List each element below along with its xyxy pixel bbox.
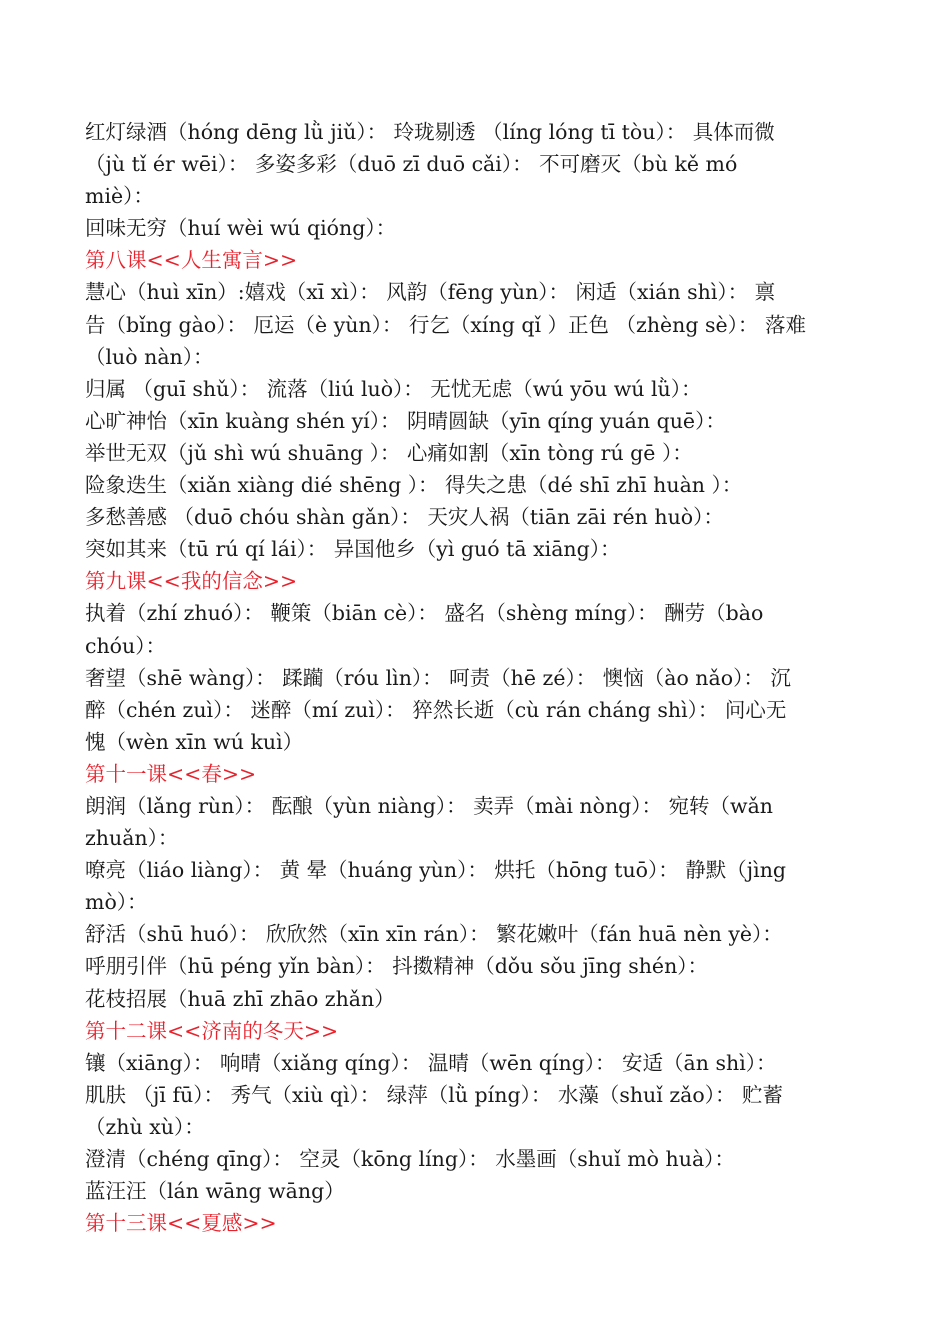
document-page [85,116,875,1239]
text-line: 肌肤 （jī fū）： 秀气（xiù qì）： 绿萍（lǜ píng）： 水藻（shuǐ zǎo）： 贮蓄 [85,1082,783,1107]
text-line: 举世无双（jǔ shì wú shuāng ）： 心痛如割（xīn tòng rú gē ）： [85,440,693,465]
text-line: 心旷神怡（xīn kuàng shén yí）： 阴晴圆缺（yīn qíng yuán quē）： [85,408,726,433]
text-line: 呼朋引伴（hū péng yǐn bàn）： 抖擞精神（dǒu sǒu jīng shén）： [85,954,709,979]
text-line: 突如其来（tū rú qí lái）： 异国他乡（yì guó tā xiāng）： [85,537,621,562]
lesson-heading: 第十一课<<春>> [85,761,257,786]
text-line: 花枝招展（huā zhī zhāo zhǎn） [85,986,395,1011]
text-line: 险象迭生（xiǎn xiàng dié shēng ）： 得失之患（dé shī zhī huàn ）： [85,473,743,498]
text-line: 慧心（huì xīn）:嬉戏（xī xì）： 风韵（fēng yùn）： 闲适（xián shì）： 禀 [85,280,776,305]
text-line: 告（bǐng gào）： 厄运（è yùn）： 行乞（xíng qǐ ）正色 （zhèng sè）： 落难 [85,312,806,337]
lesson-heading: 第十二课<<济南的冬天>> [85,1018,339,1043]
lesson-heading: 第八课<<人生寓言>> [85,248,298,273]
text-line: 舒活（shū huó）： 欣欣然（xīn xīn rán）： 繁花嫩叶（fán huā nèn yè）： [85,922,783,947]
text-line: chóu）： [85,633,166,658]
text-line: 澄清（chéng qīng）： 空灵（kōng líng）： 水墨画（shuǐ mò huà）： [85,1147,735,1171]
text-line: mò）： [85,890,148,915]
text-line: 嘹亮（liáo liàng）： 黄 晕（huáng yùn）： 烘托（hōng tuō）： 静默（jìng [85,858,787,883]
lesson-heading: 第九课<<我的信念>> [85,569,298,594]
text-line: （luò nàn）： [85,344,214,369]
text-line: 归属 （guī shǔ）： 流落（liú luò）： 无忧无虑（wú yōu wú lǜ）： [85,376,702,401]
lesson-heading: 第十三课<<夏感>> [85,1211,277,1236]
text-line: （jù tǐ ér wēi）： 多姿多彩（duō zī duō cǎi）： 不可磨灭（bù kě mó [85,152,738,177]
text-line: miè）： [85,184,154,209]
text-line: 多愁善感 （duō chóu shàn gǎn）： 天灾人祸（tiān zāi rén huò）： [85,505,724,530]
text-line: 红灯绿酒（hóng dēng lǜ jiǔ）： 玲珑剔透 （líng lóng tī tòu）： 具体而微 [85,120,775,144]
text-line: 醉（chén zuì）： 迷醉（mí zuì）： 猝然长逝（cù rán cháng shì）： 问心无 [85,697,787,722]
text-line: zhuǎn）： [85,826,179,851]
text-line: （zhù xù）： [85,1114,205,1139]
text-line: 执着（zhí zhuó）： 鞭策（biān cè）： 盛名（shèng míng）： 酬劳（bào [85,601,764,626]
text-line: 愧（wèn xīn wú kuì） [85,729,304,754]
text-line: 回味无穷（huí wèi wú qióng）： [85,216,397,241]
text-line: 奢望（shē wàng）： 蹂躏（róu lìn）： 呵责（hē zé）： 懊恼（ào nǎo）： 沉 [85,665,791,690]
text-line: 镶（xiāng）： 响晴（xiǎng qíng）： 温晴（wēn qíng）： 安适（ān shì）： [85,1050,777,1075]
text-line: 朗润（lǎng rùn）： 酝酿（yùn niàng）： 卖弄（mài nòng）： 宛转（wǎn [85,793,774,818]
text-line: 蓝汪汪（lán wāng wāng） [85,1179,345,1204]
